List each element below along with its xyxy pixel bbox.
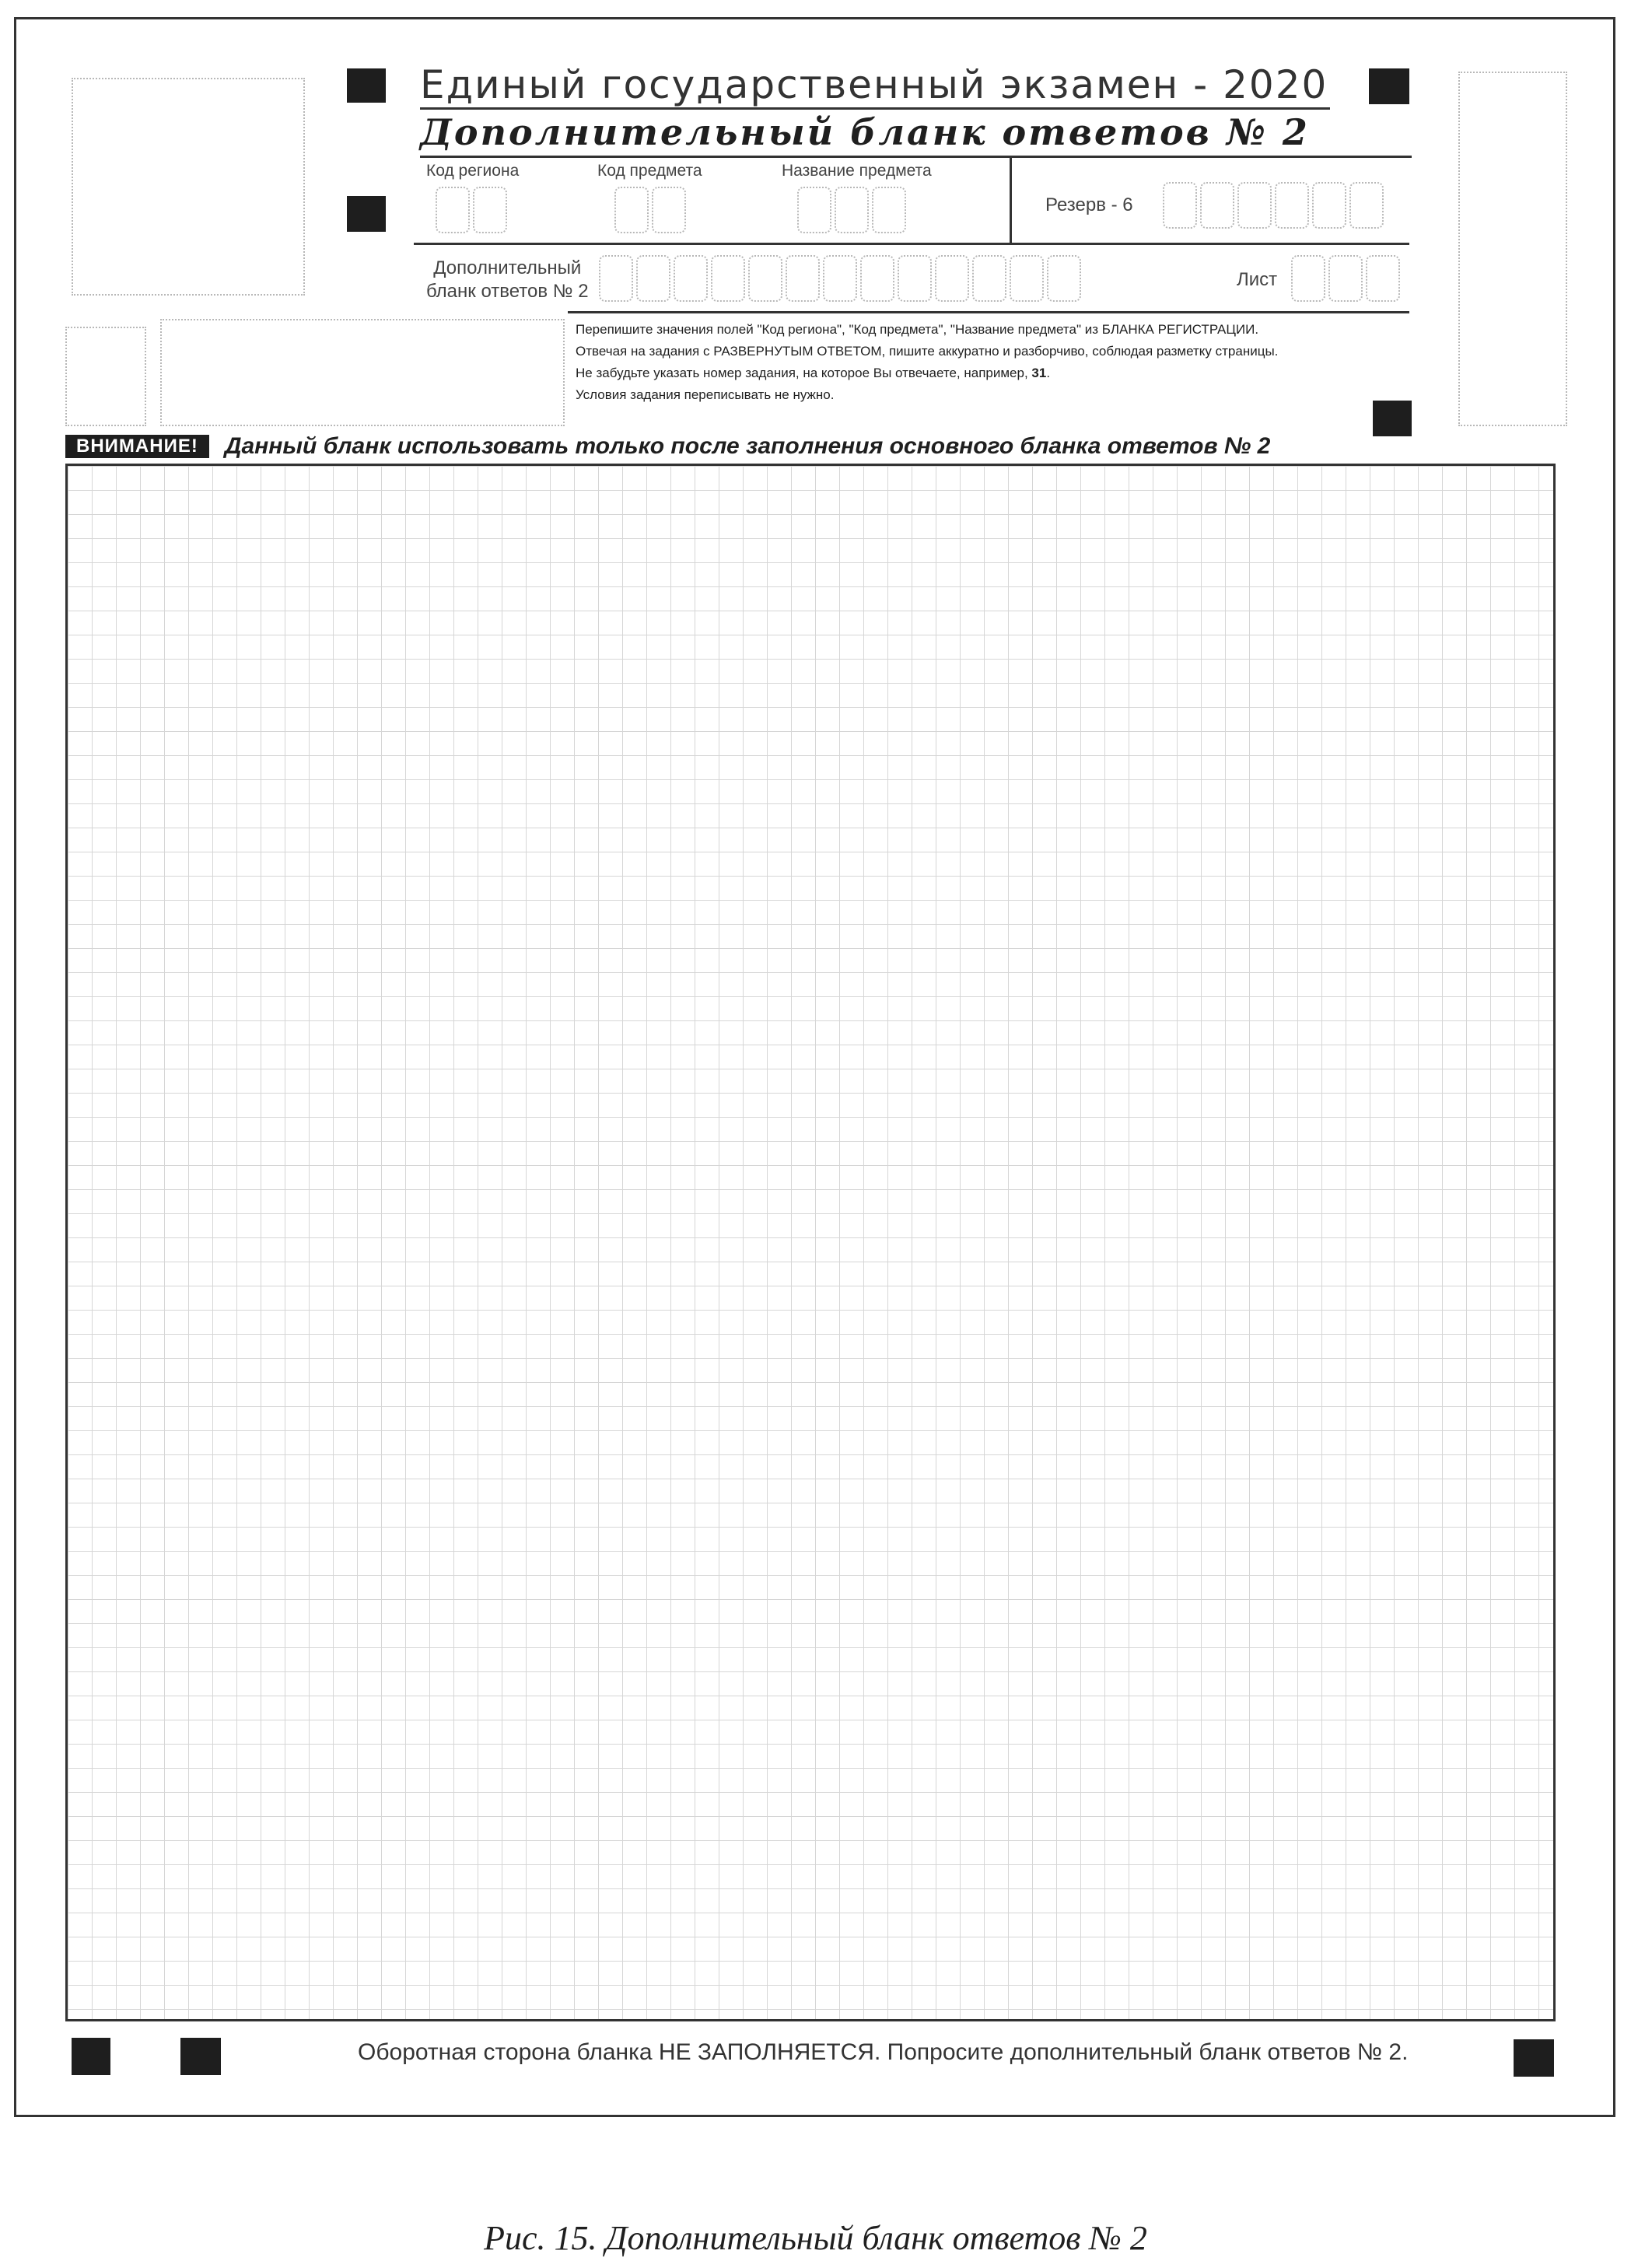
footer-note: Оборотная сторона бланка НЕ ЗАПОЛНЯЕТСЯ. Попросите дополнительный бланк ответов № 2.	[358, 2039, 1409, 2065]
alignment-marker	[347, 68, 386, 103]
sheet-number-field[interactable]	[1291, 255, 1400, 302]
subject-name-label: Название предмета	[782, 162, 932, 180]
reserve-field[interactable]	[1163, 182, 1384, 229]
field-underline	[414, 243, 1409, 245]
alignment-marker	[347, 196, 386, 232]
warning-row	[65, 433, 1270, 460]
input-cell[interactable]	[972, 255, 1006, 302]
input-cell[interactable]	[473, 187, 507, 233]
input-cell[interactable]	[860, 255, 894, 302]
input-cell[interactable]	[711, 255, 745, 302]
barcode-area-wide	[160, 319, 565, 426]
input-cell[interactable]	[1047, 255, 1081, 302]
input-cell[interactable]	[436, 187, 470, 233]
input-cell[interactable]	[652, 187, 686, 233]
input-cell[interactable]	[748, 255, 782, 302]
input-cell[interactable]	[599, 255, 633, 302]
input-cell[interactable]	[1200, 182, 1234, 229]
reserve-label: Резерв - 6	[1045, 194, 1133, 215]
warning-text: Данный бланк использовать только после заполнения основного бланка ответов № 2	[224, 433, 1271, 459]
subject-code-label: Код предмета	[597, 162, 702, 180]
input-cell[interactable]	[1275, 182, 1309, 229]
input-cell[interactable]	[1312, 182, 1346, 229]
instruction-line: Отвечая на задания с РАЗВЕРНУТЫМ ОТВЕТОМ, пишите аккуратно и разборчиво, соблюдая разметку страницы.	[576, 344, 1279, 359]
input-cell[interactable]	[935, 255, 969, 302]
input-cell[interactable]	[786, 255, 820, 302]
instruction-line: Перепишите значения полей "Код региона", "Код предмета", "Название предмета" из БЛАНКА РЕГИСТРАЦИИ.	[576, 322, 1259, 337]
region-code-field[interactable]	[436, 187, 507, 233]
instruction-line: Не забудьте указать номер задания, на которое Вы отвечаете, например, 31.	[576, 366, 1051, 380]
input-cell[interactable]	[823, 255, 857, 302]
input-cell[interactable]	[1349, 182, 1384, 229]
exam-title: Единый государственный экзамен - 2020	[420, 62, 1330, 110]
alignment-marker	[1514, 2039, 1554, 2077]
right-stamp-area	[1458, 72, 1567, 426]
answer-grid[interactable]	[65, 464, 1556, 2021]
input-cell[interactable]	[674, 255, 708, 302]
alignment-marker	[1373, 401, 1412, 436]
region-code-label: Код региона	[426, 162, 520, 180]
input-cell[interactable]	[1328, 255, 1363, 302]
sheet-label: Лист	[1237, 269, 1278, 290]
input-cell[interactable]	[1163, 182, 1197, 229]
input-cell[interactable]	[797, 187, 831, 233]
warning-badge: ВНИМАНИЕ!	[65, 435, 209, 458]
instructions	[576, 319, 1278, 406]
top-left-stamp-area	[72, 78, 305, 296]
input-cell[interactable]	[636, 255, 670, 302]
barcode-area	[65, 327, 146, 426]
subject-name-field[interactable]	[797, 187, 906, 233]
alignment-marker	[1369, 68, 1409, 104]
input-cell[interactable]	[872, 187, 906, 233]
input-cell[interactable]	[1010, 255, 1044, 302]
figure-caption: Рис. 15. Дополнительный бланк ответов № 2	[484, 2219, 1147, 2257]
form-subtitle: Дополнительный бланк ответов № 2	[420, 109, 1412, 158]
subject-code-field[interactable]	[614, 187, 686, 233]
input-cell[interactable]	[1291, 255, 1325, 302]
extra-form-number-field[interactable]	[599, 255, 1081, 302]
input-cell[interactable]	[1366, 255, 1400, 302]
instruction-line: Условия задания переписывать не нужно.	[576, 387, 835, 402]
extra-form-label: Дополнительный бланк ответов № 2	[426, 257, 589, 302]
alignment-marker	[72, 2038, 110, 2075]
instructions-rule	[568, 311, 1409, 313]
input-cell[interactable]	[898, 255, 932, 302]
input-cell[interactable]	[835, 187, 869, 233]
input-cell[interactable]	[614, 187, 649, 233]
alignment-marker	[180, 2038, 221, 2075]
input-cell[interactable]	[1237, 182, 1272, 229]
field-divider	[1010, 156, 1012, 243]
